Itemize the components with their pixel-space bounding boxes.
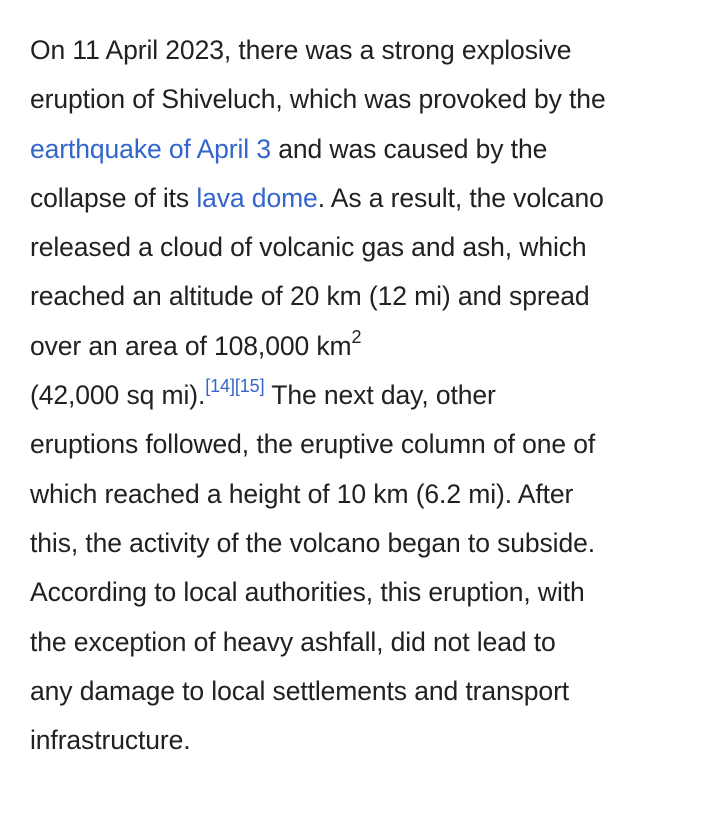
paragraph-line-1: On 11 April 2023, there was a strong explosive xyxy=(30,35,572,65)
paragraph-text: (42,000 sq mi). xyxy=(30,380,206,411)
paragraph-text: collapse of its xyxy=(30,182,197,213)
paragraph-text: over an area of 108,000 km xyxy=(30,330,352,361)
citation-14-link[interactable]: [14] xyxy=(205,376,235,397)
paragraph-line-11: this, the activity of the volcano began to subside. xyxy=(30,527,595,558)
superscript-squared: 2 xyxy=(351,326,362,347)
citation-refs xyxy=(205,376,264,396)
paragraph-line-2: eruption of Shiveluch, which was provoked by the xyxy=(30,84,606,115)
paragraph-text: and was caused by the xyxy=(270,133,548,164)
paragraph-line-9: eruptions followed, the eruptive column of one of xyxy=(30,429,596,460)
paragraph-line-3 xyxy=(30,125,700,174)
paragraph-line-12: According to local authorities, this eruption, with xyxy=(30,577,585,608)
paragraph-line-10: which reached a height of 10 km (6.2 mi). After xyxy=(30,478,574,509)
paragraph-line-15: infrastructure. xyxy=(30,725,191,756)
article-paragraph xyxy=(30,26,700,765)
article-body xyxy=(30,26,700,765)
citation-15-link[interactable]: [15] xyxy=(234,376,265,397)
paragraph-line-4 xyxy=(30,174,700,223)
paragraph-line-7 xyxy=(30,322,700,371)
paragraph-text: The next day, other xyxy=(264,380,496,411)
earthquake-april-3-link[interactable]: earthquake of April 3 xyxy=(30,133,271,164)
paragraph-line-13: the exception of heavy ashfall, did not lead to xyxy=(30,626,556,657)
paragraph-line-8 xyxy=(30,371,700,420)
paragraph-line-14: any damage to local settlements and transport xyxy=(30,675,570,706)
paragraph-text: . As a result, the volcano xyxy=(317,182,604,213)
paragraph-line-6: reached an altitude of 20 km (12 mi) and spread xyxy=(30,281,590,312)
lava-dome-link[interactable]: lava dome xyxy=(196,182,318,213)
paragraph-line-5: released a cloud of volcanic gas and ash, which xyxy=(30,232,587,263)
